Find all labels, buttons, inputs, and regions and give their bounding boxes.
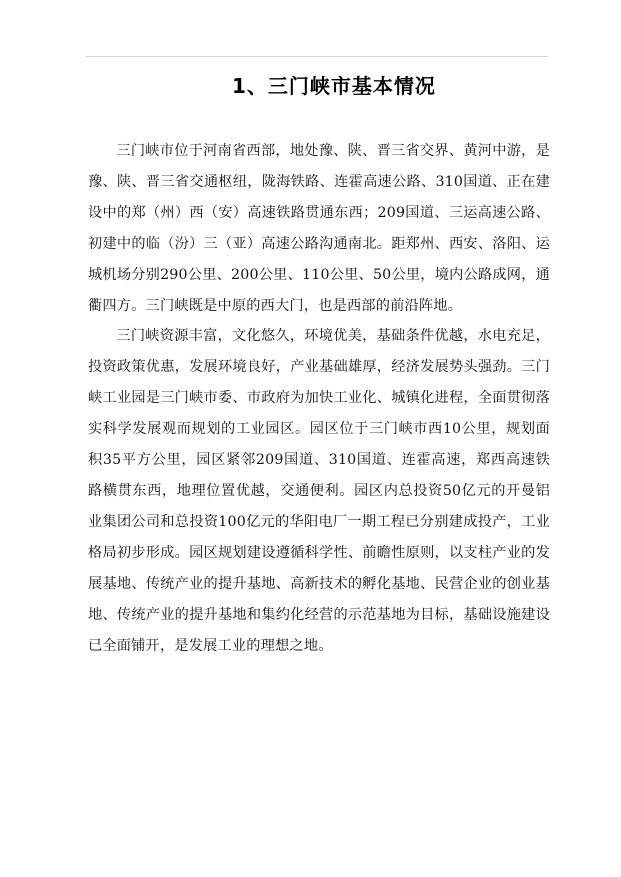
header-divider [86, 56, 548, 57]
paragraph-industrial-park: 三门峡资源丰富，文化悠久，环境优美，基础条件优越，水电充足，投资政策优惠，发展环境良好，产业基础雄厚，经济发展势头强劲。三门峡工业园是三门峡市委、市政府为加快工业化、城镇化进程，全面贯彻落实科学发展观而规划的工业园区。园区位于三门峡市西10公里，规划面积35平方公里，园区紧邻209国道、310国道、连霍高速，郑西高速铁路横贯东西，地理位置优越，交通便利。园区内总投资50亿元的开曼铝业集团公司和总投资100亿元的华阳电厂一期工程已分别建成投产，工业格局初步形成。园区规划建设遵循科学性、前瞻性原则，以支柱产业的发展基地、传统产业的提升基地、高新技术的孵化基地、民营企业的创业基地、传统产业的提升基地和集约化经营的示范基地为目标，基础设施建设已全面铺开，是发展工业的理想之地。 [88, 328, 550, 654]
paragraph-location: 三门峡市位于河南省西部，地处豫、陕、晋三省交界、黄河中游，是豫、陕、晋三省交通枢纽，陇海铁路、连霍高速公路、310国道、正在建设中的郑（州）西（安）高速铁路贯通东西；209国道、三运高速公路、初建中的临（汾）三（亚）高速公路沟通南北。距郑州、西安、洛阳、运城机场分别290公里、200公里、110公里、50公里，境内公路成网，通衢四方。三门峡既是中原的西大门，也是西部的前沿阵地。 [88, 143, 550, 314]
document-body [88, 136, 550, 661]
section-title: 1、三门峡市基本情况 [232, 74, 436, 98]
